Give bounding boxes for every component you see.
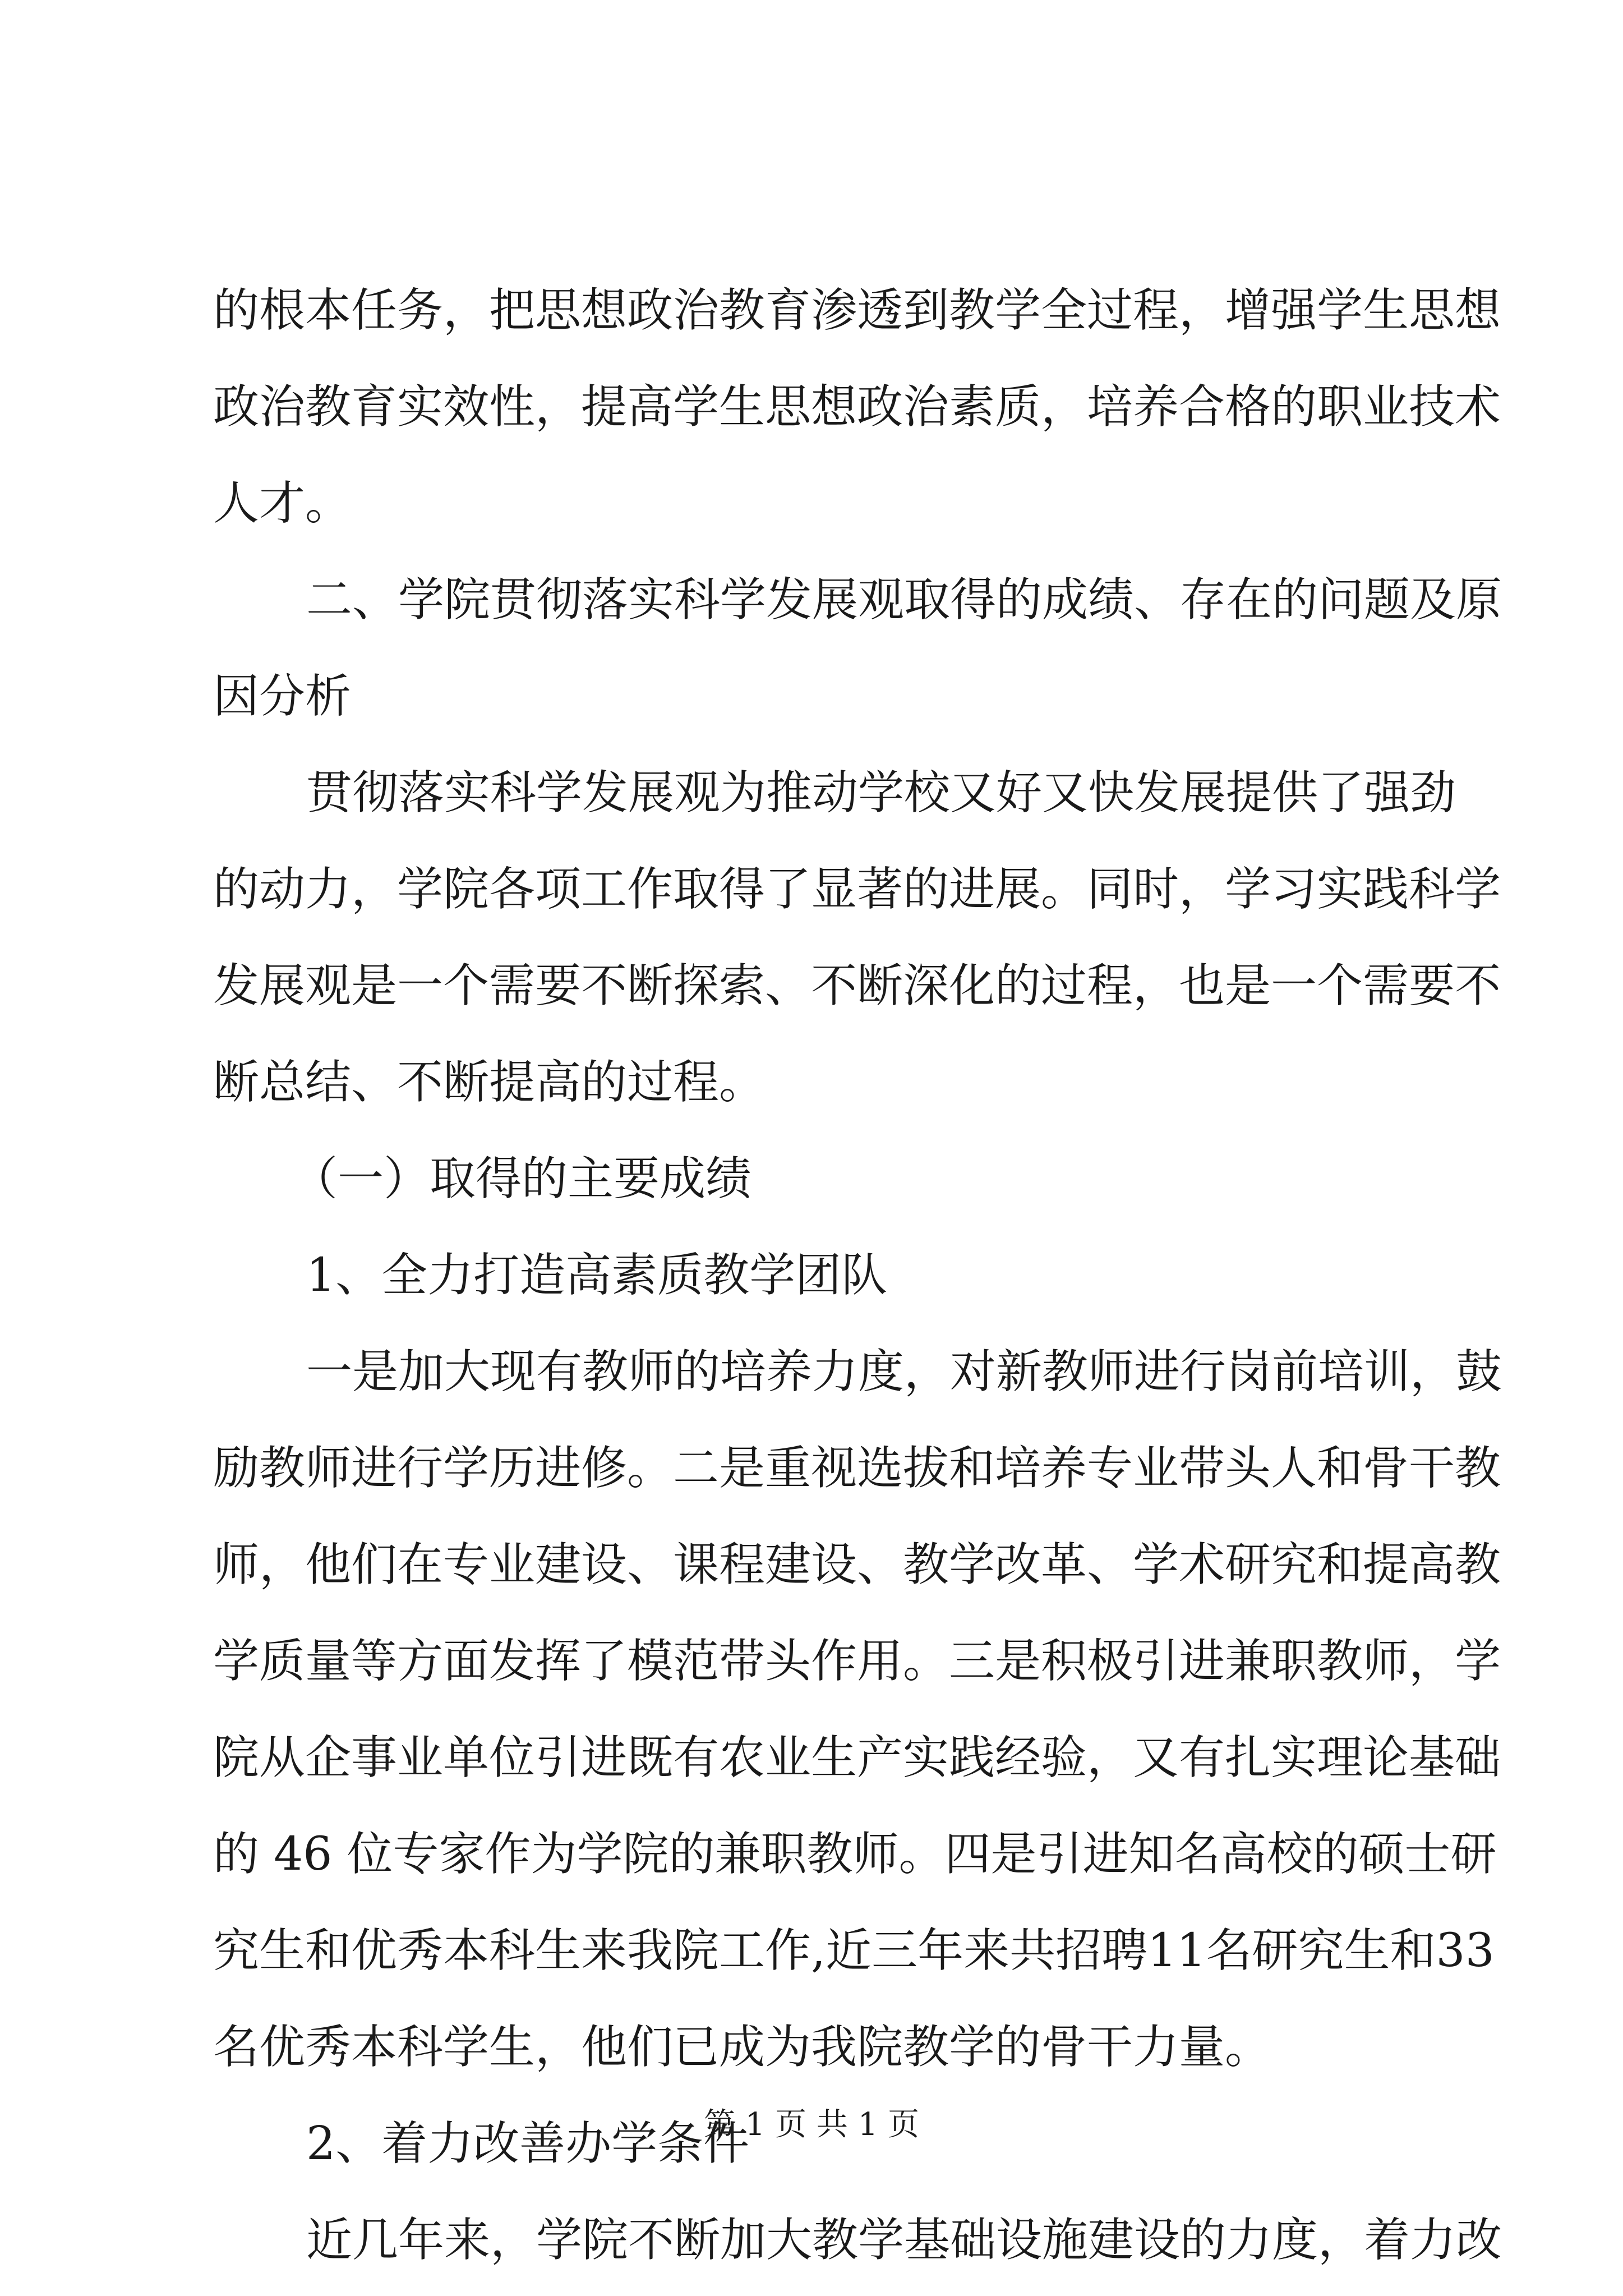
text-line: 的动力，学院各项工作取得了显著的进展。同时，学习实践科学 bbox=[213, 863, 1501, 916]
text-line: 院从企事业单位引进既有农业生产实践经验，又有扎实理论基础 bbox=[213, 1731, 1501, 1784]
text-line: 励教师进行学历进修。二是重视选拔和培养专业带头人和骨干教 bbox=[213, 1442, 1501, 1495]
document-body bbox=[213, 263, 1502, 2289]
page-footer: 第 1 页 共 1 页 bbox=[703, 2106, 920, 2143]
subsection-heading: （一）取得的主要成绩 bbox=[292, 1152, 752, 1205]
text-line: 政治教育实效性，提高学生思想政治素质，培养合格的职业技术 bbox=[213, 380, 1501, 434]
text-line: 断总结、不断提高的过程。 bbox=[213, 1056, 766, 1109]
item-heading: 1、全力打造高素质教学团队 bbox=[306, 1249, 888, 1302]
text-line: 究生和优秀本科生来我院工作,近三年来共招聘11名研究生和33 bbox=[213, 1924, 1495, 1977]
section-heading: 二、学院贯彻落实科学发展观取得的成绩、存在的问题及原 bbox=[306, 573, 1502, 627]
section-heading-continuation: 因分析 bbox=[213, 670, 352, 723]
text-line: 名优秀本科学生，他们已成为我院教学的骨干力量。 bbox=[213, 2021, 1271, 2074]
text-line: 的 46 位专家作为学院的兼职教师。四是引进知名高校的硕士研 bbox=[213, 1828, 1497, 1881]
text-line: 人才。 bbox=[213, 477, 352, 530]
text-line: 近几年来，学院不断加大教学基础设施建设的力度，着力改 bbox=[306, 2214, 1502, 2267]
item-heading: 2、着力改善办学条件 bbox=[306, 2117, 750, 2170]
text-line: 一是加大现有教师的培养力度，对新教师进行岗前培训，鼓 bbox=[306, 1345, 1502, 1398]
text-line: 贯彻落实科学发展观为推动学校又好又快发展提供了强劲 bbox=[306, 766, 1456, 820]
text-line: 学质量等方面发挥了模范带头作用。三是积极引进兼职教师，学 bbox=[213, 1635, 1501, 1688]
text-line: 发展观是一个需要不断探索、不断深化的过程，也是一个需要不 bbox=[213, 959, 1501, 1013]
text-line: 的根本任务，把思想政治教育渗透到教学全过程，增强学生思想 bbox=[213, 284, 1501, 337]
text-line: 师，他们在专业建设、课程建设、教学改革、学术研究和提高教 bbox=[213, 1538, 1501, 1591]
